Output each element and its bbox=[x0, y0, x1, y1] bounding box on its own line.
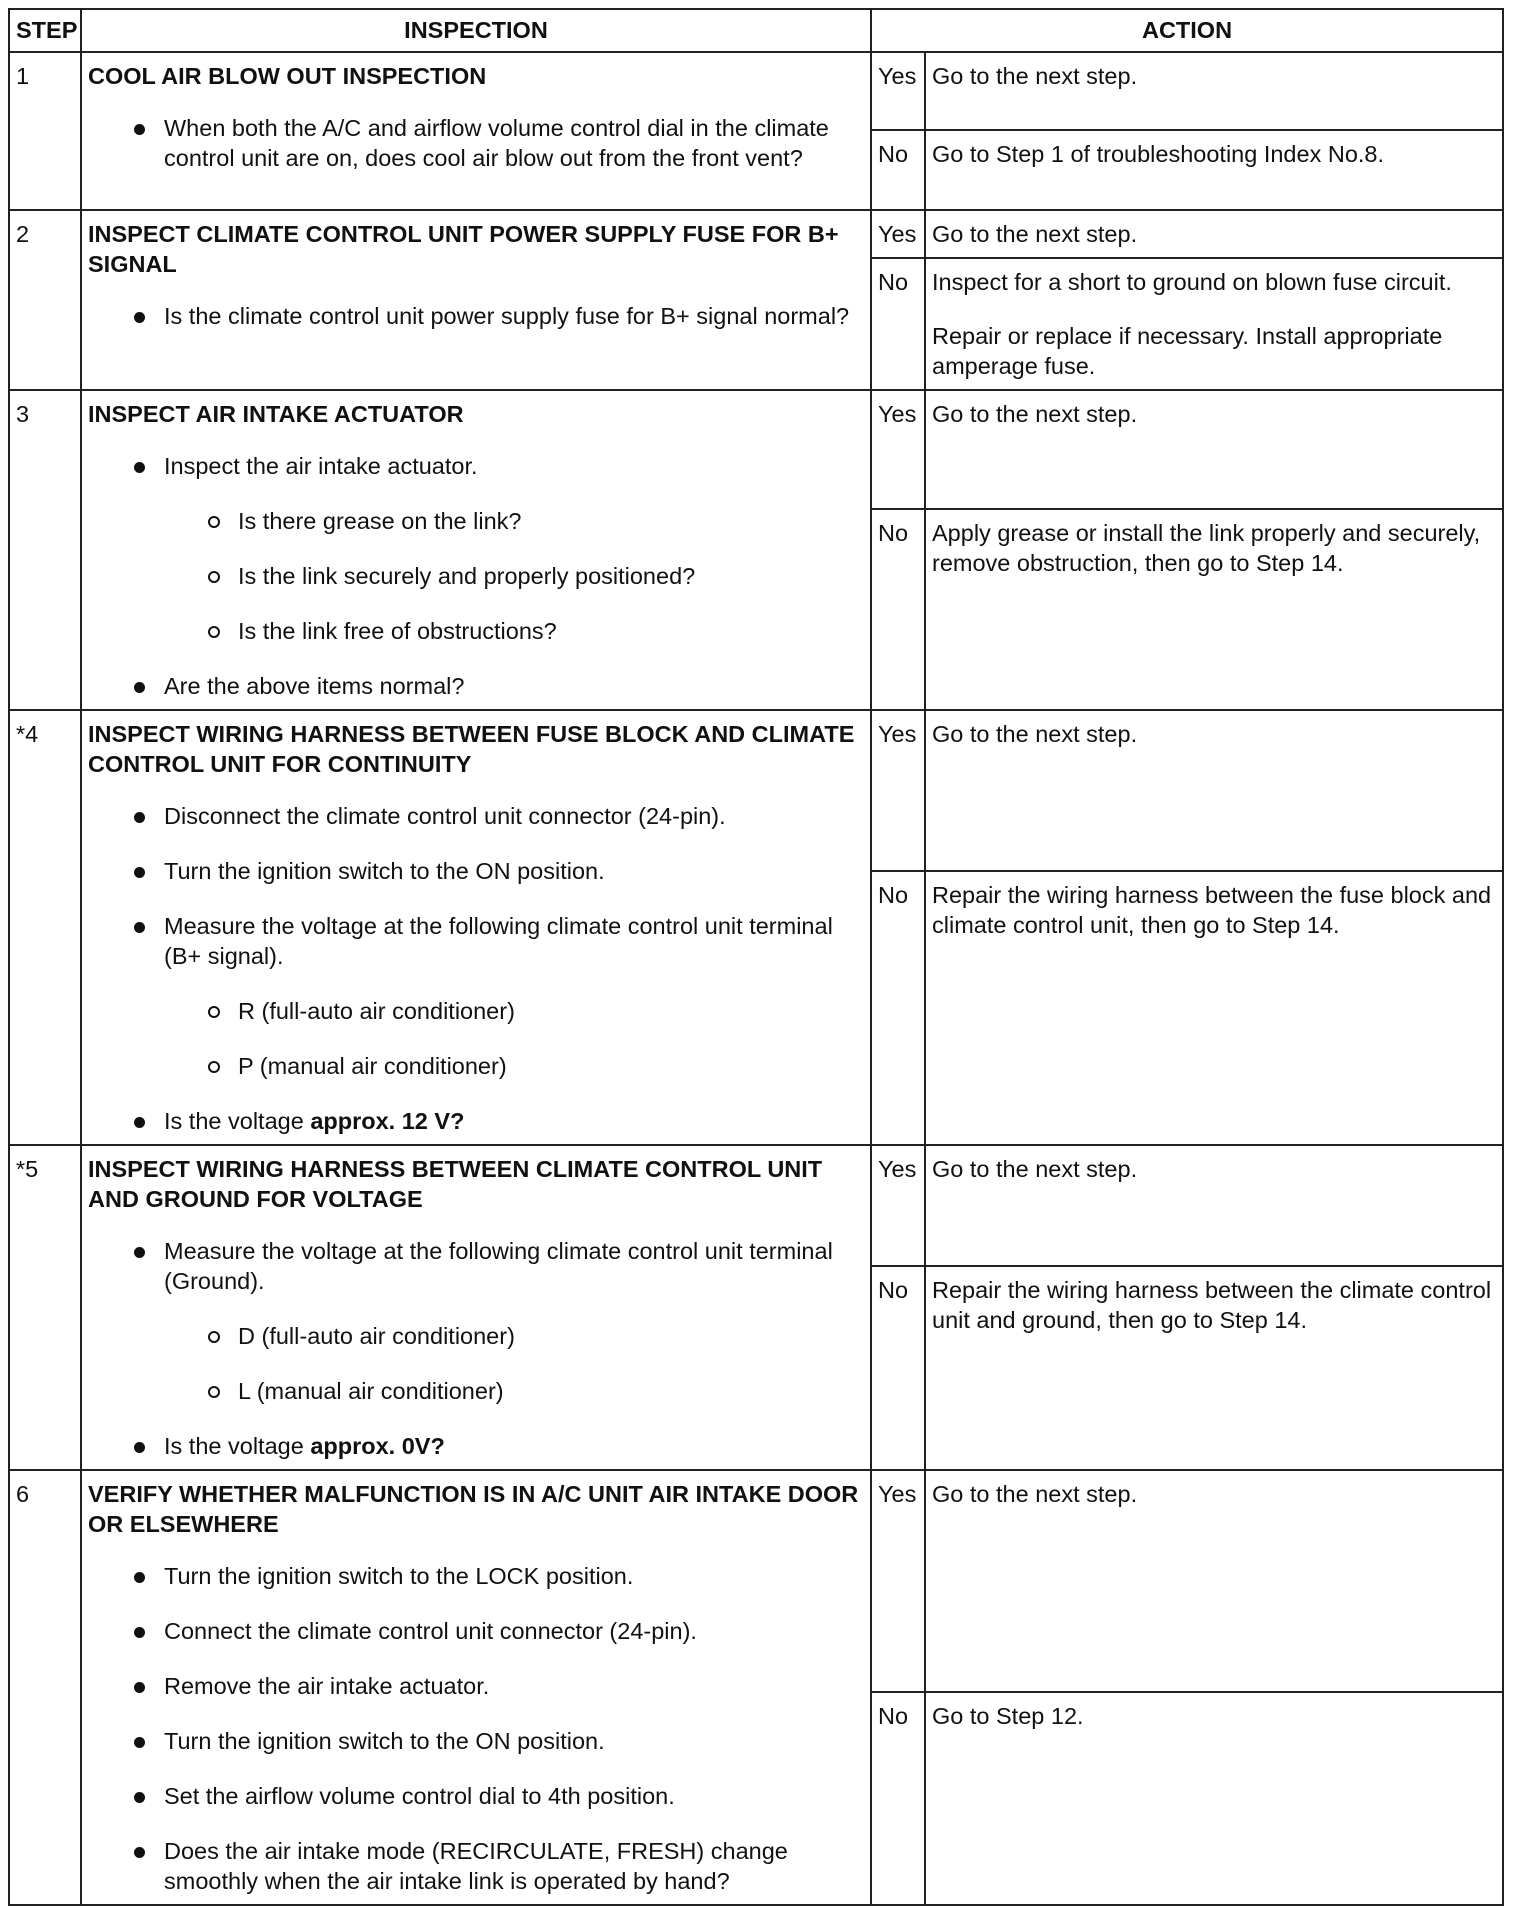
step-number: *5 bbox=[9, 1145, 81, 1470]
bullet-list bbox=[88, 301, 864, 331]
step-number: *4 bbox=[9, 710, 81, 1145]
bullet-item: When both the A/C and airflow volume control dial in the climate control unit are on, does cool air blow out from the front vent? bbox=[88, 113, 864, 173]
inspection-cell bbox=[81, 710, 871, 1145]
sub-bullet-item: L (manual air conditioner) bbox=[164, 1376, 864, 1406]
step-number: 3 bbox=[9, 390, 81, 710]
bullet-item: Turn the ignition switch to the ON position. bbox=[88, 1726, 864, 1756]
bullet-list bbox=[88, 451, 864, 701]
no-label: No bbox=[871, 1692, 925, 1905]
yes-label: Yes bbox=[871, 1470, 925, 1692]
no-action bbox=[925, 509, 1503, 710]
table-row bbox=[9, 390, 1503, 509]
bold-value: approx. 12 V? bbox=[310, 1108, 465, 1134]
inspection-cell bbox=[81, 1145, 871, 1470]
bullet-item bbox=[88, 911, 864, 1081]
sub-bullet-list bbox=[164, 506, 864, 646]
bullet-item: Does the air intake mode (RECIRCULATE, FRESH) change smoothly when the air intake link is operated by hand? bbox=[88, 1836, 864, 1896]
yes-action: Go to the next step. bbox=[925, 1145, 1503, 1266]
table-row bbox=[9, 1470, 1503, 1692]
sub-bullet-item: R (full-auto air conditioner) bbox=[164, 996, 864, 1026]
header-action: ACTION bbox=[871, 9, 1503, 52]
no-action bbox=[925, 871, 1503, 1145]
sub-bullet-item: D (full-auto air conditioner) bbox=[164, 1321, 864, 1351]
no-label: No bbox=[871, 509, 925, 710]
sub-bullet-list bbox=[164, 996, 864, 1081]
bullet-text: Is the voltage bbox=[164, 1433, 311, 1459]
no-action bbox=[925, 1266, 1503, 1470]
yes-label: Yes bbox=[871, 1145, 925, 1266]
yes-label: Yes bbox=[871, 52, 925, 130]
action-text: Repair or replace if necessary. Install appropriate amperage fuse. bbox=[932, 323, 1443, 379]
action-text: Go to Step 1 of troubleshooting Index No.8. bbox=[932, 141, 1385, 167]
no-action bbox=[925, 1692, 1503, 1905]
bold-value: approx. 0V? bbox=[310, 1433, 445, 1459]
yes-action: Go to the next step. bbox=[925, 210, 1503, 258]
bullet-item: Turn the ignition switch to the LOCK position. bbox=[88, 1561, 864, 1591]
action-text: Go to Step 12. bbox=[932, 1702, 1084, 1729]
table-row bbox=[9, 52, 1503, 130]
no-action bbox=[925, 258, 1503, 390]
troubleshooting-table bbox=[8, 8, 1504, 1906]
bullet-text: Inspect the air intake actuator. bbox=[164, 453, 478, 479]
no-label: No bbox=[871, 871, 925, 1145]
bullet-item bbox=[88, 1236, 864, 1406]
step-number: 1 bbox=[9, 52, 81, 210]
action-text: Apply grease or install the link properly and securely, remove obstruction, then go to Step 14. bbox=[932, 520, 1481, 577]
inspection-cell bbox=[81, 390, 871, 710]
header-step: STEP bbox=[9, 9, 81, 52]
bullet-item bbox=[88, 1431, 864, 1461]
bullet-item: Remove the air intake actuator. bbox=[88, 1671, 864, 1701]
action-text: Repair the wiring harness between the fuse block and climate control unit, then go to Step 14. bbox=[932, 882, 1492, 939]
bullet-list bbox=[88, 113, 864, 173]
yes-label: Yes bbox=[871, 390, 925, 509]
inspection-cell bbox=[81, 52, 871, 210]
no-action bbox=[925, 130, 1503, 210]
step-title: INSPECT AIR INTAKE ACTUATOR bbox=[88, 401, 464, 427]
bullet-item: Set the airflow volume control dial to 4th position. bbox=[88, 1781, 864, 1811]
bullet-item: Disconnect the climate control unit connector (24-pin). bbox=[88, 801, 864, 831]
yes-action: Go to the next step. bbox=[925, 390, 1503, 509]
table-header-row bbox=[9, 9, 1503, 52]
no-label: No bbox=[871, 130, 925, 210]
inspection-cell bbox=[81, 210, 871, 390]
yes-action: Go to the next step. bbox=[925, 1470, 1503, 1692]
yes-action: Go to the next step. bbox=[925, 710, 1503, 871]
table-row bbox=[9, 210, 1503, 258]
header-inspection: INSPECTION bbox=[81, 9, 871, 52]
step-title: INSPECT WIRING HARNESS BETWEEN CLIMATE CONTROL UNIT AND GROUND FOR VOLTAGE bbox=[88, 1156, 823, 1212]
no-label: No bbox=[871, 1266, 925, 1470]
bullet-list bbox=[88, 1236, 864, 1461]
action-text: Inspect for a short to ground on blown fuse circuit. bbox=[932, 269, 1452, 295]
inspection-cell bbox=[81, 1470, 871, 1905]
bullet-text: Is the voltage bbox=[164, 1108, 311, 1134]
bullet-list bbox=[88, 1561, 864, 1896]
yes-action: Go to the next step. bbox=[925, 52, 1503, 130]
bullet-item: Are the above items normal? bbox=[88, 671, 864, 701]
sub-bullet-list bbox=[164, 1321, 864, 1406]
bullet-item bbox=[88, 451, 864, 646]
step-title: VERIFY WHETHER MALFUNCTION IS IN A/C UNIT AIR INTAKE DOOR OR ELSEWHERE bbox=[88, 1481, 859, 1537]
bullet-item: Is the climate control unit power supply fuse for B+ signal normal? bbox=[88, 301, 864, 331]
step-title: INSPECT CLIMATE CONTROL UNIT POWER SUPPLY FUSE FOR B+ SIGNAL bbox=[88, 221, 839, 277]
table-row bbox=[9, 710, 1503, 871]
step-title: INSPECT WIRING HARNESS BETWEEN FUSE BLOCK AND CLIMATE CONTROL UNIT FOR CONTINUITY bbox=[88, 721, 855, 777]
bullet-text: Measure the voltage at the following climate control unit terminal (B+ signal). bbox=[164, 913, 833, 969]
step-number: 2 bbox=[9, 210, 81, 390]
step-number: 6 bbox=[9, 1470, 81, 1905]
sub-bullet-item: P (manual air conditioner) bbox=[164, 1051, 864, 1081]
no-label: No bbox=[871, 258, 925, 390]
yes-label: Yes bbox=[871, 210, 925, 258]
action-text: Repair the wiring harness between the climate control unit and ground, then go to Step 14. bbox=[932, 1277, 1492, 1334]
bullet-text: Measure the voltage at the following climate control unit terminal (Ground). bbox=[164, 1238, 833, 1294]
sub-bullet-item: Is the link free of obstructions? bbox=[164, 616, 864, 646]
bullet-item bbox=[88, 1106, 864, 1136]
bullet-item: Connect the climate control unit connector (24-pin). bbox=[88, 1616, 864, 1646]
step-title: COOL AIR BLOW OUT INSPECTION bbox=[88, 63, 487, 89]
yes-label: Yes bbox=[871, 710, 925, 871]
sub-bullet-item: Is there grease on the link? bbox=[164, 506, 864, 536]
sub-bullet-item: Is the link securely and properly positioned? bbox=[164, 561, 864, 591]
bullet-list bbox=[88, 801, 864, 1136]
table-row bbox=[9, 1145, 1503, 1266]
bullet-item: Turn the ignition switch to the ON position. bbox=[88, 856, 864, 886]
